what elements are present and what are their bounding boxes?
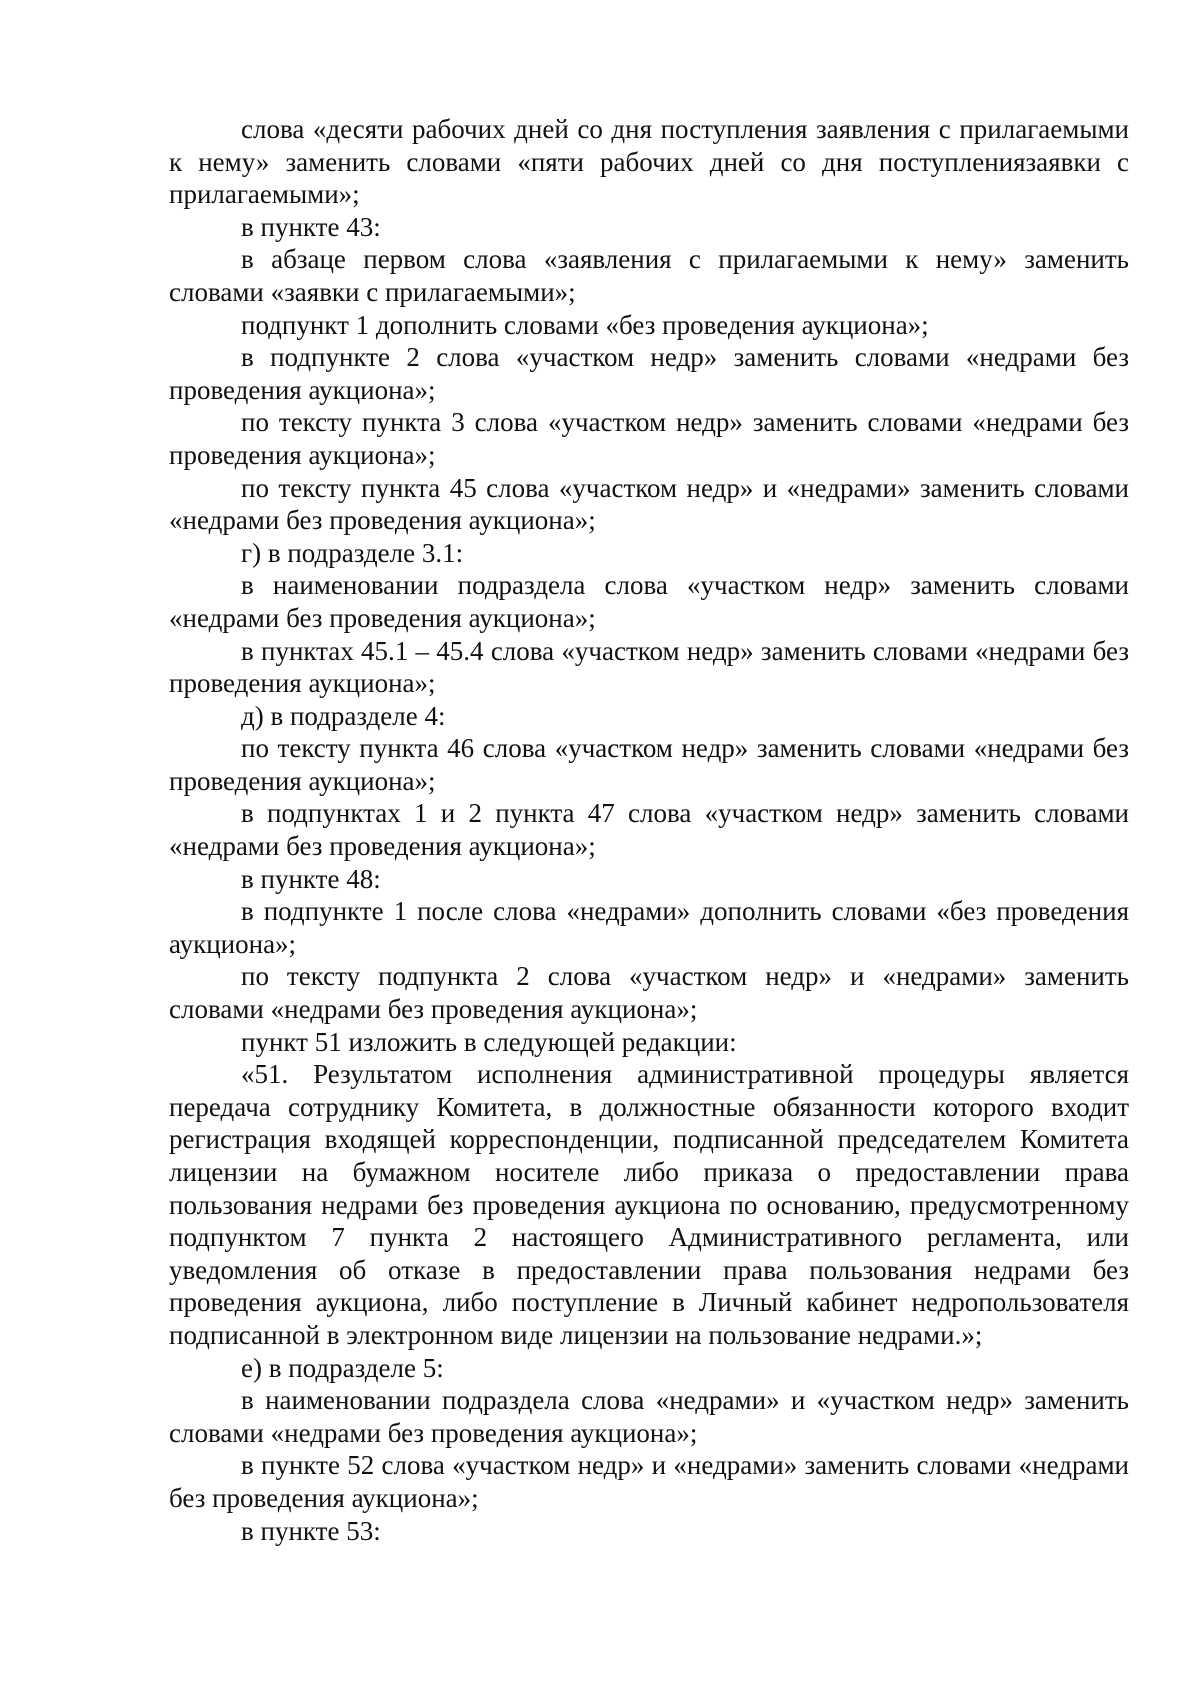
paragraph: «51. Результатом исполнения административной процедуры является передача сотруднику Комитета, в должностные обязанности которого входит регистрация входящей корреспонденции, подписанной председателем Комитета лицензии на бумажном носителе либо приказа о предоставлении права пользования недрами без проведения аукциона по основанию, предусмотренному подпунктом 7 пункта 2 настоящего Административного регламента, или уведомления об отказе в предоставлении права пользования недрами без проведения аукциона, либо поступление в Личный кабинет недропользователя подписанной в электронном виде лицензии на пользование недрами.»; xyxy=(169,1059,1129,1350)
paragraph: по тексту пункта 3 слова «участком недр» заменить словами «недрами без проведения аукциона»; xyxy=(169,407,1129,470)
paragraph: по тексту подпункта 2 слова «участком недр» и «недрами» заменить словами «недрами без проведения аукциона»; xyxy=(169,961,1129,1025)
paragraph: в пунктах 45.1 – 45.4 слова «участком недр» заменить словами «недрами без проведения аукциона»; xyxy=(169,635,1129,699)
paragraph: подпункт 1 дополнить словами «без проведения аукциона»; xyxy=(241,309,929,340)
paragraph: в пункте 53: xyxy=(241,1515,381,1546)
paragraph: в подпунктах 1 и 2 пункта 47 слова «участком недр» заменить словами «недрами без проведения аукциона»; xyxy=(169,798,1129,862)
paragraph: слова «десяти рабочих дней со дня поступления заявления с прилагаемыми к нему» заменить словами «пяти рабочих дней со дня поступлениязаявки с прилагаемыми»; xyxy=(169,114,1129,210)
paragraph: в подпункте 1 после слова «недрами» дополнить словами «без проведения аукциона»; xyxy=(169,896,1129,959)
paragraph: по тексту пункта 46 слова «участком недр» заменить словами «недрами без проведения аукциона»; xyxy=(169,733,1129,796)
document-body xyxy=(169,113,1129,1547)
paragraph: в пункте 48: xyxy=(241,863,381,894)
paragraph: в пункте 52 слова «участком недр» и «недрами» заменить словами «недрами без проведения аукциона»; xyxy=(169,1450,1129,1513)
paragraph: е) в подразделе 5: xyxy=(241,1352,444,1383)
paragraph: в пункте 43: xyxy=(241,211,381,242)
paragraph: в наименовании подраздела слова «недрами» и «участком недр» заменить словами «недрами без проведения аукциона»; xyxy=(169,1385,1129,1448)
paragraph: по тексту пункта 45 слова «участком недр» и «недрами» заменить словами «недрами без проведения аукциона»; xyxy=(169,472,1129,536)
paragraph: в подпункте 2 слова «участком недр» заменить словами «недрами без проведения аукциона»; xyxy=(169,342,1129,405)
paragraph: г) в подразделе 3.1: xyxy=(241,537,464,568)
paragraph: д) в подразделе 4: xyxy=(241,700,446,731)
paragraph: в наименовании подраздела слова «участком недр» заменить словами «недрами без проведения аукциона»; xyxy=(169,570,1129,633)
paragraph: в абзаце первом слова «заявления с прилагаемыми к нему» заменить словами «заявки с прилагаемыми»; xyxy=(169,244,1129,307)
paragraph: пункт 51 изложить в следующей редакции: xyxy=(241,1026,737,1057)
